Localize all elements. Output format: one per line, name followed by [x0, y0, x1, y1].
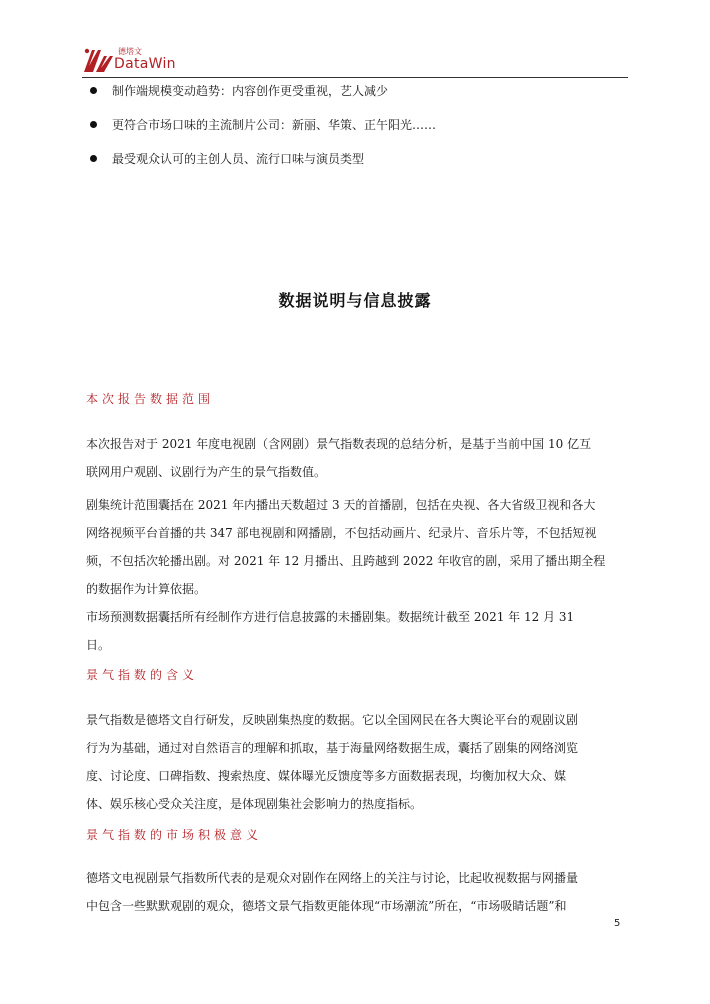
line: 频，不包括次轮播出剧。对 2021 年 12 月播出、且跨越到 2022 年收官的剧，采用了播出期全程	[86, 554, 606, 568]
line: 联网用户观剧、议剧行为产生的景气指数值。	[86, 465, 327, 479]
bullet-list	[90, 80, 630, 182]
paragraph	[86, 706, 630, 818]
bullet-text: 最受观众认可的主创人员、流行口味与演员类型	[112, 152, 365, 166]
section-heading-market-significance: 景气指数的市场积极意义	[86, 828, 263, 842]
line: 网络视频平台首播的共 347 部电视剧和网播剧，不包括动画片、纪录片、音乐片等，不包括短视	[86, 526, 597, 540]
paragraph	[86, 430, 630, 486]
line: 中包含一些默默观剧的观众，德塔文景气指数更能体现“市场潮流”所在，“市场吸睛话题”和	[86, 899, 567, 913]
datawin-logo-icon	[82, 46, 114, 74]
line: 度、讨论度、口碑指数、搜索热度、媒体曝光反馈度等多方面数据表现，均衡加权大众、媒	[86, 769, 567, 783]
list-item	[90, 114, 630, 148]
bullet-text: 更符合市场口味的主流制片公司：新丽、华策、正午阳光……	[112, 118, 437, 132]
bullet-dot-icon	[90, 87, 97, 94]
bullet-dot-icon	[90, 155, 97, 162]
line: 本次报告对于 2021 年度电视剧（含网剧）景气指数表现的总结分析，是基于当前中国 10 亿互	[86, 437, 592, 451]
line: 行为为基础，通过对自然语言的理解和抓取，基于海量网络数据生成，囊括了剧集的网络浏览	[86, 741, 579, 755]
line: 日。	[86, 638, 111, 652]
datawin-logo	[82, 46, 227, 76]
list-item	[90, 80, 630, 114]
line: 德塔文电视剧景气指数所代表的是观众对剧作在网络上的关注与讨论，比起收视数据与网播量	[86, 871, 579, 885]
paragraph	[86, 491, 630, 603]
paragraph	[86, 864, 630, 920]
header-divider	[82, 77, 628, 78]
page-number: 5	[614, 918, 621, 929]
section-heading-data-scope: 本次报告数据范围	[86, 392, 215, 406]
line: 体、娱乐核心受众关注度，是体现剧集社会影响力的热度指标。	[86, 797, 423, 811]
page-header	[82, 40, 628, 80]
line: 剧集统计范围囊括在 2021 年内播出天数超过 3 天的首播剧，包括在央视、各大省级卫视和各大	[86, 498, 596, 512]
line: 的数据作为计算依据。	[86, 582, 207, 596]
line: 市场预测数据囊括所有经制作方进行信息披露的未播剧集。数据统计截至 2021 年 12 月 31	[86, 610, 575, 624]
bullet-text: 制作端规模变动趋势：内容创作更受重视，艺人减少	[112, 84, 389, 98]
logo-cn-text: 德塔文	[118, 47, 142, 56]
section-heading-index-meaning: 景气指数的含义	[86, 668, 199, 682]
paragraph	[86, 603, 630, 659]
list-item	[90, 148, 630, 182]
bullet-dot-icon	[90, 121, 97, 128]
logo-en-text: DataWin	[114, 56, 176, 72]
line: 景气指数是德塔文自行研发，反映剧集热度的数据。它以全国网民在各大舆论平台的观剧议剧	[86, 713, 579, 727]
section-title: 数据说明与信息披露	[278, 291, 432, 310]
